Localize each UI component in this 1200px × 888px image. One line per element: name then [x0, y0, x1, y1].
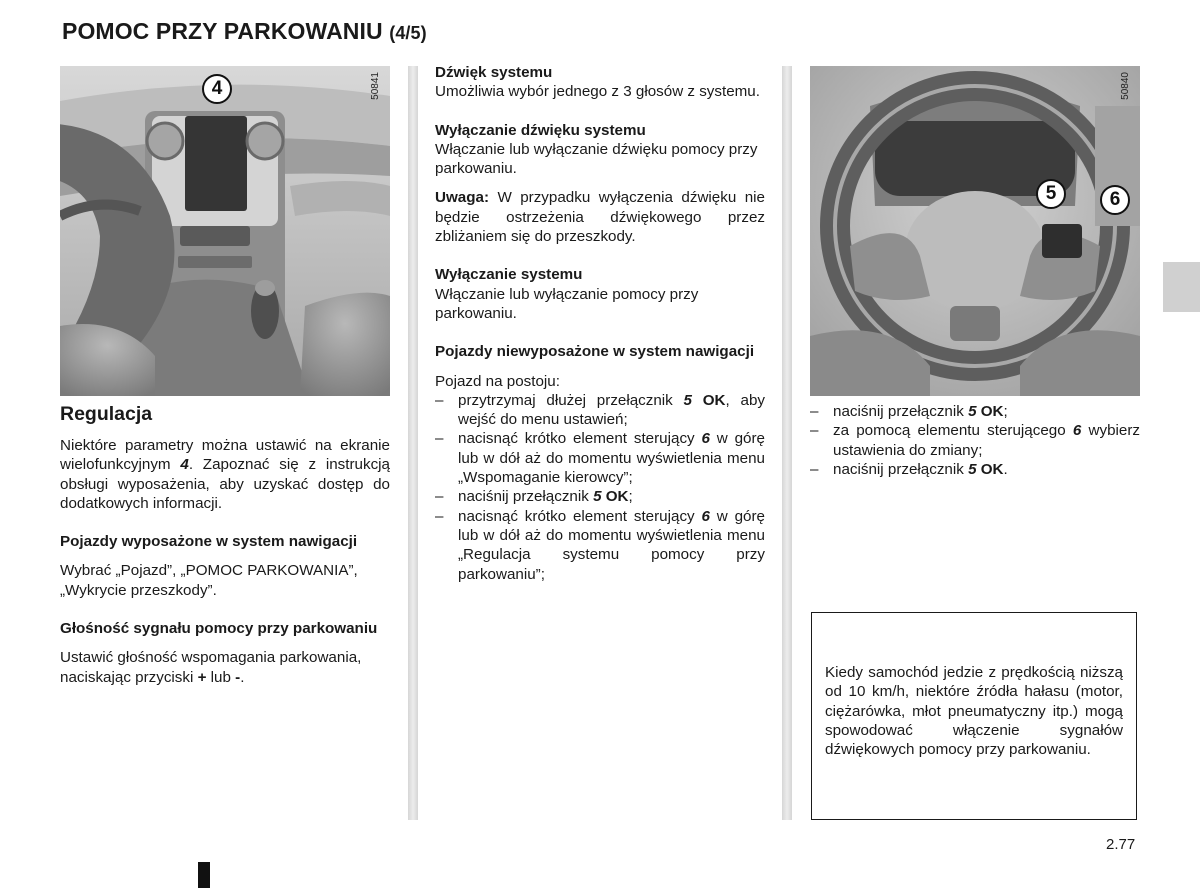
- step-text-b: ;: [1003, 403, 1008, 420]
- chapter-tab: [1163, 262, 1200, 312]
- figure-number-left: 50841: [370, 72, 381, 100]
- volume-text-a: Ustawić głośność wspomagania parkowania, naciskając przyciski: [60, 649, 362, 686]
- step-ok: OK: [976, 403, 1004, 420]
- step-ok: OK: [601, 488, 629, 506]
- callout-5: 5: [1036, 179, 1066, 209]
- step-text-b: w górę lub w dół aż do momentu wyświetlenia menu „Regulacja systemu pomocy przy parkowaniu”;: [458, 507, 765, 583]
- steps-list-col2: [435, 391, 765, 584]
- column-2: [435, 63, 765, 584]
- sound-off-text: Włączanie lub wyłączanie dźwięku pomocy przy parkowaniu.: [435, 140, 758, 178]
- step-control-ref: 6: [1072, 422, 1082, 440]
- note-label: Uwaga:: [435, 189, 490, 207]
- nav-heading: Pojazdy wyposażone w system nawigacji: [60, 533, 358, 551]
- step-text-a: nacisnąć krótko element sterujący: [458, 507, 702, 525]
- column-1: [60, 402, 390, 687]
- step-text-b: wybierz ustawienia do zmiany;: [833, 422, 1140, 459]
- step-text-a: nacisnąć krótko element sterujący: [458, 430, 702, 448]
- sound-off-heading: Wyłączanie dźwięku systemu: [435, 121, 646, 139]
- sys-off-heading: Wyłączanie systemu: [435, 266, 583, 284]
- steering-wheel-illustration: [810, 66, 1140, 396]
- list-item: [435, 391, 765, 430]
- step-ok: OK: [976, 460, 1004, 478]
- volume-plus: +: [197, 668, 207, 686]
- column-divider-right: [782, 66, 792, 820]
- page-title-text: POMOC PRZY PARKOWANIU: [62, 18, 383, 44]
- notice-text: Kiedy samochód jedzie z prędkością niższą od 10 km/h, niektóre źródła hałasu (motor, ciężarówka, młot pneumatyczny itp.) mogą spowodować włączenie sygnałów dźwiękowych pomocy przy parkowaniu.: [825, 664, 1123, 759]
- list-item: [810, 460, 1140, 479]
- page-number: 2.77: [1106, 836, 1136, 853]
- step-text-a: naciśnij przełącznik: [833, 460, 969, 478]
- step-text-a: naciśnij przełącznik: [458, 488, 594, 506]
- step-ok: OK: [691, 391, 726, 409]
- list-item: [435, 507, 765, 584]
- step-text-a: za pomocą elementu sterującego: [833, 422, 1073, 440]
- note-body: W przypadku wyłączenia dźwięku nie będzie ostrzeżenia dźwiękowego przez zbliżaniem się do przeszkody.: [435, 189, 765, 246]
- crop-mark: [198, 862, 210, 888]
- intro-text-a: Niektóre parametry można ustawić na ekranie wielofunkcyjnym: [60, 437, 390, 474]
- list-item: [435, 487, 765, 506]
- step-text-b: w górę lub w dół aż do momentu wyświetlenia menu „Wspomaganie kierowcy”;: [458, 430, 765, 487]
- step-text-a: przytrzymaj dłużej przełącznik: [458, 391, 684, 409]
- steps-list-col3: [810, 402, 1140, 479]
- dashboard-illustration: [60, 66, 390, 396]
- volume-text-mid: lub: [206, 668, 236, 686]
- step-control-ref: 5: [968, 403, 977, 420]
- note-text: [435, 188, 765, 246]
- regulacja-intro: [60, 436, 390, 513]
- intro-text-b: . Zapoznać się z instrukcją obsługi wyposażenia, aby uzyskać dostęp do dodatkowych informacji.: [60, 456, 390, 512]
- page-title-part: (4/5): [389, 23, 427, 43]
- figure-number-right: 50840: [1120, 72, 1131, 100]
- step-text-b: ;: [628, 488, 633, 506]
- step-control-ref: 6: [701, 507, 710, 525]
- volume-heading: Głośność sygnału pomocy przy parkowaniu: [60, 620, 378, 638]
- step-control-ref: 5: [683, 391, 692, 409]
- parked-label: Pojazd na postoju:: [435, 372, 560, 390]
- step-text-b: , aby wejść do menu ustawień;: [458, 391, 765, 429]
- step-control-ref: 5: [593, 488, 602, 506]
- volume-minus: -: [235, 668, 241, 686]
- nav-text: Wybrać „Pojazd”, „POMOC PARKOWANIA”, „Wykrycie przeszkody”.: [60, 562, 358, 599]
- step-control-ref: 5: [968, 460, 977, 478]
- column-3: [810, 402, 1140, 479]
- callout-4: 4: [202, 74, 232, 104]
- no-nav-heading: Pojazdy niewyposażone w system nawigacji: [435, 343, 755, 361]
- step-text-a: naciśnij przełącznik: [833, 403, 969, 420]
- volume-text-end: .: [240, 668, 245, 686]
- steering-wheel-photo: [810, 66, 1140, 396]
- notice-box: [811, 612, 1137, 820]
- intro-screen-ref: 4: [180, 456, 189, 474]
- sys-off-text: Włączanie lub wyłączanie pomocy przy parkowaniu.: [435, 285, 699, 322]
- page-title: [62, 18, 427, 45]
- list-item: [435, 429, 765, 487]
- sound-text: Umożliwia wybór jednego z 3 głosów z systemu.: [435, 83, 760, 101]
- dashboard-screen-photo: [60, 66, 390, 396]
- callout-6: 6: [1100, 185, 1130, 215]
- list-item: [810, 421, 1140, 460]
- section-heading-regulacja: Regulacja: [60, 403, 153, 425]
- list-item: [810, 402, 1140, 421]
- step-control-ref: 6: [701, 430, 710, 448]
- sound-heading: Dźwięk systemu: [435, 64, 553, 81]
- column-divider-left: [408, 66, 418, 820]
- volume-text: [60, 648, 390, 687]
- step-text-b: .: [1003, 460, 1008, 478]
